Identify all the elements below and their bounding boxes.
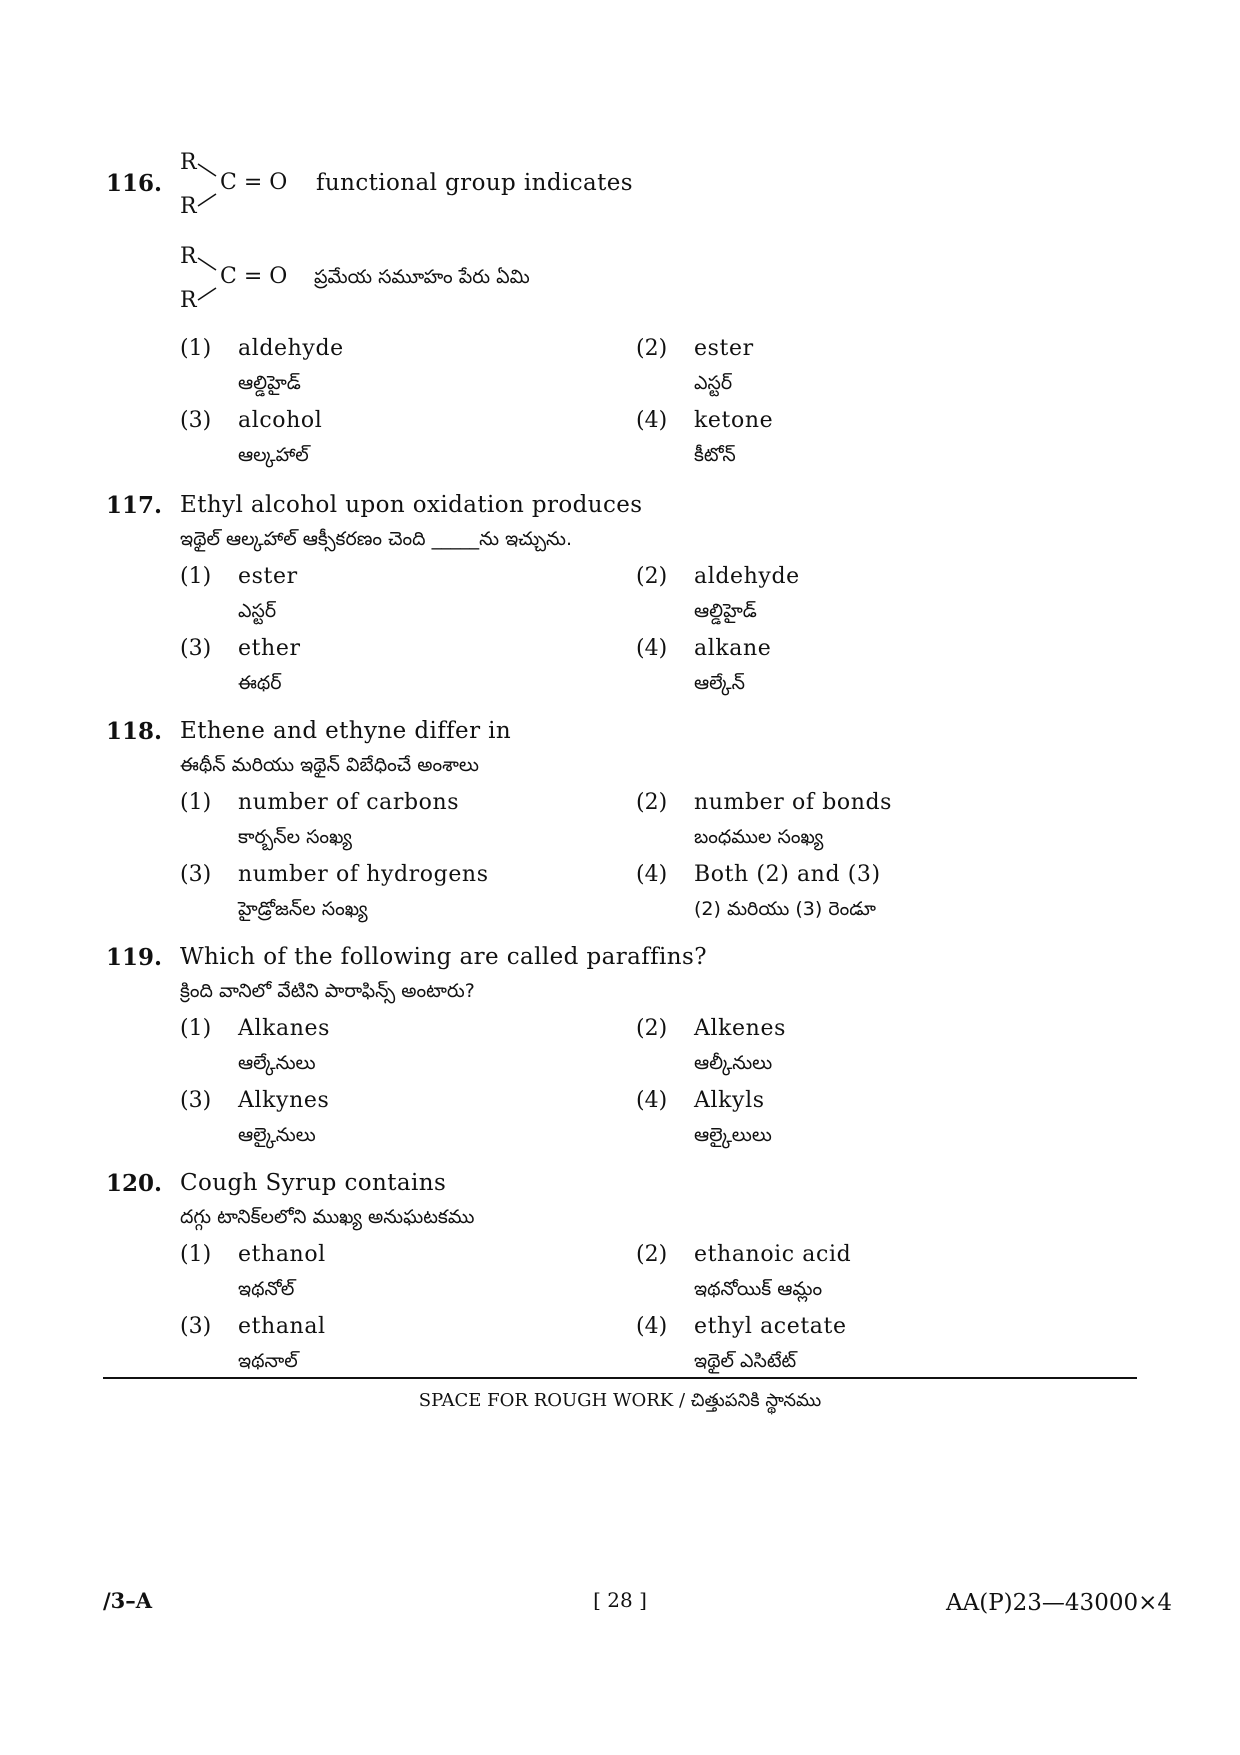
question-text: Ethene and ethyne differ in [180,718,512,744]
option-te: ఆల్కైలులు [694,1124,772,1146]
question-text: functional group indicates [316,170,633,196]
option-en: number of bonds [694,790,893,815]
option-te: ఆల్కేన్ [694,672,745,694]
option-1 [180,1016,620,1086]
question-number: 117. [106,492,163,519]
option-en: Alkyls [694,1088,765,1113]
option-number: (2) [636,1016,668,1041]
option-en: ketone [694,408,774,433]
question-text-te: ఇథైల్ ఆల్కహాల్ ఆక్సీకరణం చెంది _____ను ఇచ్చును. [180,528,573,550]
option-en: number of hydrogens [238,862,489,887]
option-number: (1) [180,1016,212,1041]
option-en: ester [694,336,754,361]
option-number: (2) [636,564,668,589]
option-en: Both (2) and (3) [694,862,881,887]
option-3 [180,1088,620,1158]
carbonyl-group: C = O [220,264,288,289]
carbonyl-group: C = O [220,170,288,195]
option-4 [636,1314,1076,1384]
option-number: (1) [180,564,212,589]
option-en: aldehyde [238,336,344,361]
option-number: (1) [180,336,212,361]
option-en: ethanoic acid [694,1242,852,1267]
option-te: ఈథర్ [238,672,282,694]
option-number: (1) [180,1242,212,1267]
option-4 [636,408,1076,478]
option-1 [180,336,620,406]
option-en: number of carbons [238,790,460,815]
print-code: AA(P)23—43000×4 [946,1590,1172,1616]
question-text-te: క్రింది వానిలో వేటిని పారాఫిన్స్ అంటారు? [180,980,475,1002]
question-text-te: దగ్గు టానిక్‌లలోని ముఖ్య అనుఘటకము [180,1206,475,1228]
r-top: R [180,150,197,175]
option-en: ethanol [238,1242,326,1267]
question-text: Ethyl alcohol upon oxidation produces [180,492,643,518]
option-number: (4) [636,408,668,433]
option-en: Alkanes [238,1016,331,1041]
option-number: (3) [180,1088,212,1113]
option-te: ఆల్కీనులు [694,1052,773,1074]
question-text: Which of the following are called paraffins? [180,944,707,970]
option-te: ఆల్కహాల్ [238,444,309,466]
option-4 [636,636,1076,706]
option-3 [180,862,620,932]
option-1 [180,564,620,634]
option-number: (4) [636,862,668,887]
option-number: (3) [180,636,212,661]
question-text-te: ఈథీన్ మరియు ఇథైన్ విబేధించే అంశాలు [180,754,479,776]
option-en: Alkenes [694,1016,786,1041]
option-1 [180,1242,620,1312]
option-te: ఇథనోల్ [238,1278,295,1300]
option-number: (1) [180,790,212,815]
option-en: alcohol [238,408,323,433]
option-number: (4) [636,1314,668,1339]
option-te: ఇథైల్ ఎసిటేట్ [694,1350,797,1372]
option-te: బంధముల సంఖ్య [694,826,824,848]
question-text: Cough Syrup contains [180,1170,447,1196]
option-te: ఆల్డిహైడ్ [694,600,757,622]
question-number: 118. [106,718,163,745]
option-2 [636,564,1076,634]
rough-work-te: చిత్తుపనికి స్థానము [690,1390,822,1411]
option-2 [636,1016,1076,1086]
rough-work-label [0,1390,1240,1415]
option-te: ఆల్కేనులు [238,1052,316,1074]
r-bottom: R [180,194,197,219]
question-number: 116. [106,170,163,197]
option-en: Alkynes [238,1088,330,1113]
rough-work-en: SPACE FOR ROUGH WORK / [418,1390,686,1411]
option-number: (3) [180,408,212,433]
carbonyl-structure [180,150,300,220]
option-te: కార్బన్‌ల సంఖ్య [238,826,352,848]
option-2 [636,790,1076,860]
option-3 [180,636,620,706]
option-3 [180,408,620,478]
option-te: కీటోన్ [694,444,736,466]
option-te: (2) మరియు (3) రెండూ [694,898,876,920]
option-number: (3) [180,1314,212,1339]
option-number: (2) [636,790,668,815]
r-bottom: R [180,288,197,313]
divider-line [103,1377,1137,1379]
question-number: 120. [106,1170,163,1197]
option-1 [180,790,620,860]
option-3 [180,1314,620,1384]
option-en: aldehyde [694,564,800,589]
option-te: ఆల్కైనులు [238,1124,316,1146]
question-text-te: ప్రమేయ సమూహం పేరు ఏమి [314,266,530,288]
option-number: (4) [636,636,668,661]
carbonyl-structure-te [180,244,300,314]
option-te: ఆల్డిహైడ్ [238,372,301,394]
option-te: ఎస్టర్ [238,600,277,622]
option-2 [636,1242,1076,1312]
option-te: హైడ్రోజన్‌ల సంఖ్య [238,898,368,920]
option-en: ether [238,636,301,661]
option-en: ethanal [238,1314,326,1339]
booklet-code: /3–A [103,1588,153,1613]
option-number: (2) [636,336,668,361]
option-number: (2) [636,1242,668,1267]
option-4 [636,862,1076,932]
option-en: ethyl acetate [694,1314,847,1339]
question-number: 119. [106,944,163,971]
option-en: ester [238,564,298,589]
page-number: [ 28 ] [593,1588,647,1612]
option-te: ఇథనాల్ [238,1350,298,1372]
option-4 [636,1088,1076,1158]
option-2 [636,336,1076,406]
r-top: R [180,244,197,269]
option-number: (3) [180,862,212,887]
option-te: ఎస్టర్ [694,372,733,394]
option-en: alkane [694,636,772,661]
option-te: ఇథనోయిక్ ఆమ్లం [694,1278,823,1300]
option-number: (4) [636,1088,668,1113]
